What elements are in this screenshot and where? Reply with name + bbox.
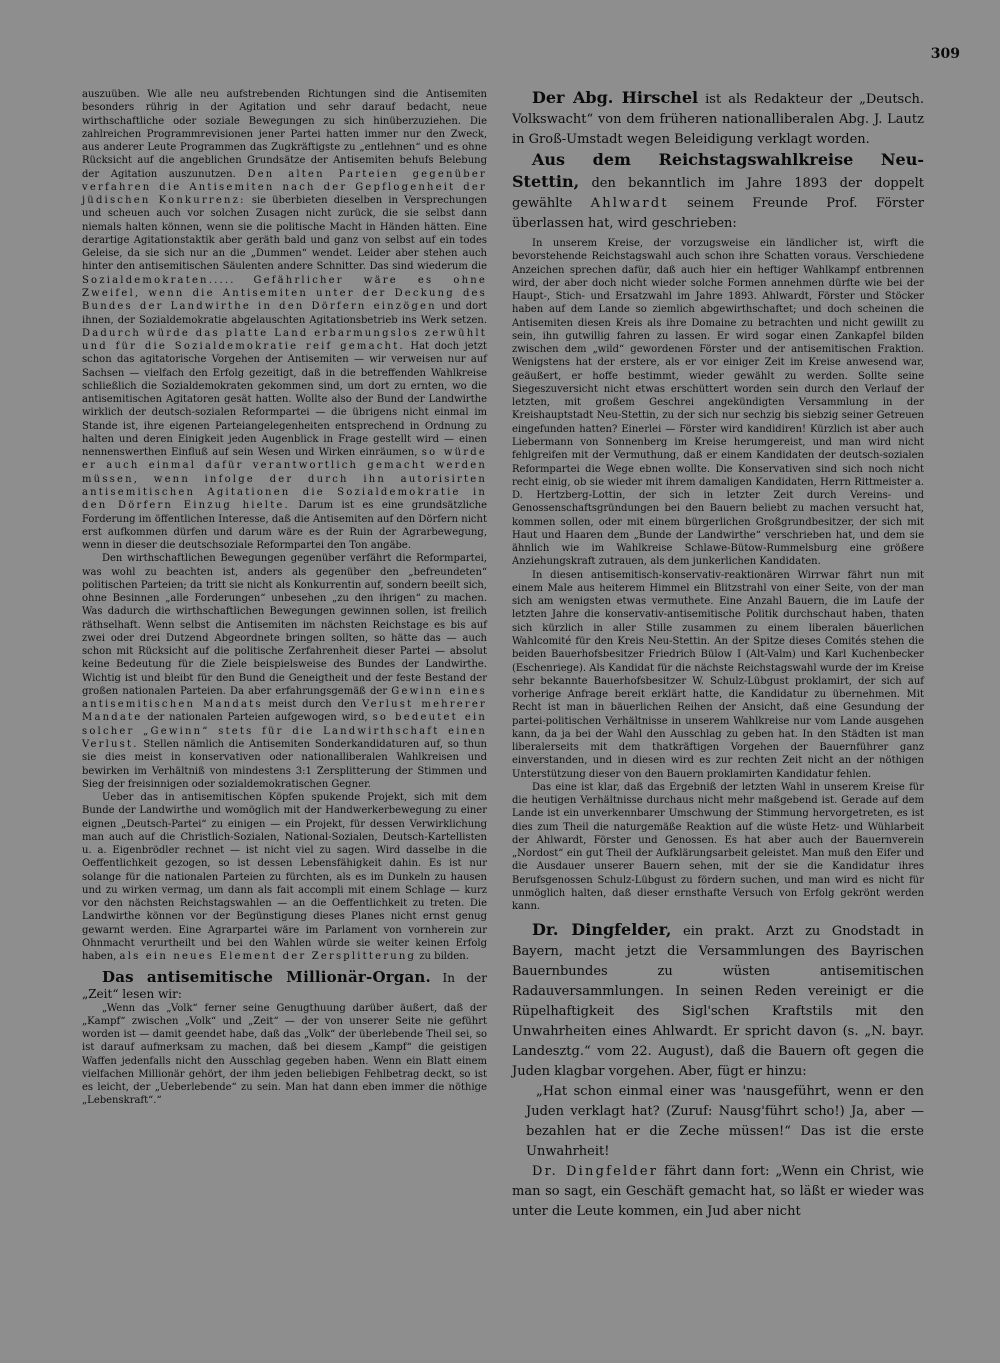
article-hirschel [512, 88, 924, 150]
quote-paragraph: In unserem Kreise, der vorzugsweise ein ländlicher ist, wirft die bevorstehende Reichstagswahl auch schon ihre Schatten voraus. Verschiedene Anzeichen sprechen dafür, daß auch hier ein heftiger Wahlkampf entbrennen wird, der aber doch nicht wieder solche Formen annehmen dürfte wie bei der Haupt-, Stich- und Ersatzwahl im Jahre 1893. Ahlwardt, Förster und Stöcker haben auf dem Lande so ziemlich abgewirthschaftet; und doch scheinen die Antisemiten diesen Kreis als ihre Domaine zu betrachten und nicht gewillt zu sein, ihn gutwillig fahren zu lassen. Er wird sogar einen Zankapfel bilden zwischen dem „wild“ gewordenen Förster und der antisemitischen Fraktion. Wenigstens hat der erstere, als er vor einiger Zeit im Kreise anwesend war, geäußert, er hoffe bestimmt, wieder gewählt zu werden. Sollte seine Siegeszuversicht nicht etwas erschüttert worden sein durch den Verlauf der letzten, mit großem Geschrei angekündigten Versammlung in der Kreishauptstadt Neu-Stettin, zu der sich nur sechzig bis siebzig seiner Getreuen eingefunden hatten? Einerlei — Förster wird kandidiren! Kürzlich ist aber auch Liebermann von Sonnenberg im Kreise herumgereist, und man wird nicht fehlgreifen mit der Vermuthung, daß er einem Kandidaten der deutsch-sozialen Reformpartei die Wege ebnen wollte. Die Konservativen sind sich noch nicht recht einig, ob sie wieder mit ihrem damaligen Kandidaten, Herrn Rittmeister a. D. Hertzberg-Lottin, der sich in letzter Zeit durch Vereins- und Genossenschaftsgründungen bei den Bauern beliebt zu machen versucht hat, kommen sollen, oder mit einem bürgerlichen Großgrundbesitzer, der sich mit Haut und Haaren dem „Bunde der Landwirthe“ verschrieben hat, und dem sie ähnlich wie im Wahlkreise Schlawe-Bütow-Rummelsburg eine größere Anziehungskraft zutrauen, als dem junkerlichen Kandidaten. [512, 238, 924, 568]
heading-dingfelder: Dr. Dingfelder, [532, 919, 672, 939]
body-text: der nationalen Parteien aufgewogen wird, [147, 712, 368, 724]
body-text: meist durch den [268, 699, 357, 711]
heading-millionaer: Das antisemitische Millionär-Organ. [102, 967, 431, 986]
body-text: auszuüben. Wie alle neu aufstrebenden Richtungen sind die Antisemiten besonders rührig in der Agitation und sehr darauf bedacht, neue wirthschaftliche oder soziale Bewegungen zu sich hinüberzuziehen. Die zahlreichen Programmrevisionen jener Partei hatten immer nur den Zweck, aus anderer Leute Programmen das Zugkräftigste zu „entlehnen“ und es ohne Rücksicht auf die angeblichen Grundsätze der Antisemiten behufs Belebung der Agitation auszunutzen. [82, 89, 487, 180]
spaced-text: Gefährlicher wäre es ohne Zweifel, wenn die Antisemiten unter der Deckung des Bundes der Landwirthe in den Dörfern einzögen [82, 274, 487, 313]
heading-cont: In der „Zeit“ lesen wir: [82, 970, 487, 1001]
body-text: zu bilden. [419, 951, 469, 963]
body-text: den bekanntlich im Jahre 1893 der doppelt gewählte [512, 176, 924, 211]
body-text: ist als Redakteur der „Deutsch. Volkswacht“ von dem früheren nationalliberalen Abg. J. Lautz in Groß-Umstadt wegen Beleidigung verklagt worden. [512, 92, 924, 147]
paragraph [82, 552, 487, 791]
spaced-text: Sozialdemokraten..... [82, 274, 236, 286]
paragraph [82, 88, 487, 552]
body-text: Stellen nämlich die Antisemiten Sonderkandidaturen auf, so thun sie dies meist in konservativen oder nationalliberalen Wahlkreisen und bewirken im Verhältniß von mindestens 3:1 Zersplitterung der Stimmen und Sieg der freisinnigen oder sozialdemokratischen Gegner. [82, 739, 487, 790]
neustettin-quote [512, 237, 924, 914]
page-number: 309 [930, 46, 960, 62]
body-text: und dort ihnen, der Sozialdemokratie abgelauschten Agitationsbetrieb ins Werk setzen. [82, 301, 487, 326]
body-text: Darum ist es eine grundsätzliche Forderung im öffentlichen Interesse, daß die Antisemiten auf den Dörfern nicht erst aufkommen dürfen und darum wäre es der Ruin der Agrarbewegung, wenn in dieser die deutschsoziale Reformpartei den Ton angäbe. [82, 500, 487, 552]
quote-paragraph: Das eine ist klar, daß das Ergebniß der letzten Wahl in unserem Kreise für die heutigen Verhältnisse durchaus nicht mehr maßgebend ist. Gerade auf dem Lande ist ein unverkennbarer Umschwung der Stimmung hervorgetreten, es ist dies zum Theil die naturgemäße Reaktion auf die wüste Hetz- und Wühlarbeit der Ahlwardt, Förster und Genossen. Es hat aber auch der Bauernverein „Nordost“ ein gut Theil der Aufklärungsarbeit geleistet. Man muß den Eifer und die Ausdauer unserer Bauern sehen, mit der sie die Kandidatur ihres Berufsgenossen Schulz-Lübgust zu fördern suchen, und man wird es nicht für unmöglich halten, daß dieser ernsthafte Versuch von Erfolg gekrönt werden kann. [512, 781, 924, 913]
paragraph [82, 791, 487, 963]
body-text: Hat doch jetzt schon das agitatorische Vorgehen der Antisemiten — wir verweisen nur auf Sachsen — vielfach den Erfolg gezeitigt, daß in die betreffenden Wahlkreise schließlich die Sozialdemokraten gekommen sind, um dort zu ernten, wo die antisemitischen Agitatoren gesät hatten. Wollte also der Bund der Landwirthe wirklich der deutsch-sozialen Reformpartei — die übrigens nicht einmal im Stande ist, ihre eigenen Parteiangelegenheiten entsprechend in Ordnung zu halten und deren Einigkeit jeden Augenblick in Frage gestellt wird — einen nennenswerthen Einfluß auf sein Wesen und Wirken einräumen, [82, 341, 487, 459]
spaced-text: Dadurch würde das platte Land erbarmungslos zerwühlt und für die Sozialdemokratie reif gemacht. [82, 327, 487, 353]
article-neustettin [512, 150, 924, 234]
heading-hirschel: Der Abg. Hirschel [532, 88, 699, 107]
body-text: sie überbieten dieselben in Versprechungen und scheuen auch vor solchen Zusagen nicht zurück, die sie selbst dann niemals halten können, wenn sie die politische Macht in Händen hätten. Eine derartige Agitationstaktik aber geräth bald und ganz von selbst auf ein todes Geleise, da sie sich nur an die „Dummen“ wendet. Leider aber stehen auch hinter den antisemitischen Säulenten andere Schnitter. Das sind wiederum die [82, 195, 487, 273]
spaced-text: so bedeutet ein solcher „Gewinn“ stets für die Landwirthschaft einen Verlust. [82, 712, 488, 751]
spaced-text: Den alten Parteien gegenüber verfahren die Antisemiten nach der Gepflogenheit der jüdischen Konkurrenz: [82, 168, 487, 207]
spaced-text: als ein neues Element der Zersplitterung [119, 951, 417, 963]
body-text: ein prakt. Arzt zu Gnodstadt in Bayern, macht jetzt die Versammlungen des Bayrischen Bauernbundes zu wüsten antisemitischen Radauversammlungen. In seinen Reden vereinigt er die Rüpelhaftigkeit des Sigl'schen Kraftstils mit den Unwahrheiten eines Ahlwardt. Er spricht davon (s. „N. bayr. Landesztg.“ vom 22. August), daß die Bauern oft gegen die Juden klagbar vorgehen. Aber, fügt er hinzu: [512, 923, 924, 1079]
left-column [82, 88, 487, 1108]
spaced-text: Ahlwardt [590, 196, 669, 211]
article-heading [82, 969, 487, 1002]
quote-paragraph: „Wenn das „Volk“ ferner seine Genugthuung darüber äußert, daß der „Kampf“ zwischen „Volk“ und „Zeit“ — der von unserer Seite nie geführt worden ist — damit geendet habe, daß das „Volk“ der überlebende Theil sei, so ist darauf aufmerksam zu machen, daß bei diesem „Kampf“ die geistigen Waffen jedenfalls nicht den Ausschlag gegeben haben. Wenn ein Blatt einem vielfachen Millionär gehört, der ihm jeden beliebigen Fehlbetrag deckt, so ist es leicht, der „Ueberlebende“ zu sein. Man hat dann eben immer die nöthige „Lebenskraft“.“ [82, 1002, 487, 1107]
spaced-text: Verlust mehrerer Mandate [82, 699, 488, 724]
article-dingfelder [512, 920, 924, 1082]
right-column [512, 88, 924, 1222]
quote-paragraph: In diesen antisemitisch-konservativ-reaktionären Wirrwar fährt nun mit einem Male aus heiterem Himmel ein Blitzstrahl von einer Seite, von der man sich am wenigsten etwas vermuthete. Eine Anzahl Bauern, die im Laufe der letzten Jahre die konservativ-antisemitische Politik durchschaut haben, thaten sich kürzlich in aller Stille zusammen zu einem liberalen bäuerlichen Wahlcomité für den Kreis Neu-Stettin. An der Spitze dieses Comités stehen die beiden Bauerhofsbesitzer Friedrich Bülow I (Alt-Valm) und Karl Kuchenbecker (Eschenriege). Als Kandidat für die nächste Reichstagswahl wurde der im Kreise sehr bekannte Bauerhofsbesitzer W. Schulz-Lübgust proklamirt, der sich auf vorherige Anfrage bereit erklärt hatte, die Kandidatur zu übernehmen. Mit Recht ist man in bäuerlichen Reihen der Ansicht, daß eine Gesundung der partei-politischen Verhältnisse in unserem Wahlkreise nur vom Lande ausgehen kann, da ja bei der Wahl den Ausschlag zu geben hat. In den Städten ist man liberalerseits mit dem thatkräftigen Vorgehen der Bauernführer ganz einverstanden, und in diesen wird es zur rechten Zeit nicht an der nöthigen Unterstützung dieser von den Bauern proklamirten Kandidatur fehlen. [512, 569, 924, 780]
heading-neustettin: Aus dem Reichstagswahlkreise Neu-Stettin, [512, 150, 924, 191]
body-text: seinem Freunde Prof. Förster überlassen hat, wird geschrieben: [512, 196, 924, 231]
dingfelder-quote: „Hat schon einmal einer was 'nausgeführt, wenn er den Juden verklagt hat? (Zuruf: Nausg'führt scho!) Ja, aber — bezahlen hat er die Zeche müssen!“ Das ist die erste Unwahrheit! [526, 1083, 924, 1159]
spaced-text: Gewinn eines antisemitischen Mandats [82, 685, 487, 711]
body-text: fährt dann fort: „Wenn ein Christ, wie man so sagt, ein Geschäft gemacht hat, so läßt er wieder was unter die Leute kommen, ein Jud aber nicht [512, 1163, 924, 1219]
body-text: Den wirthschaftlichen Bewegungen gegenüber verfährt die Reformpartei, was wohl zu beachten ist, anders als gegenüber den „befreundeten“ politischen Parteien; da tritt sie nicht als Konkurrentin auf, sondern beeilt sich, ohne Besinnen „alle Forderungen“ unbesehen „zu den ihrigen“ zu machen. Was dadurch die wirthschaftlichen Bewegungen gewinnen sollen, ist freilich räthselhaft. Wenn selbst die Antisemiten im nächsten Reichstage es bis auf zwei oder drei Dutzend Abgeordnete bringen sollten, so hätte das — auch schon mit Rücksicht auf die politische Zerfahrenheit dieser Partei — absolut keine Bedeutung für die Ziele beispielsweise des Bundes der Landwirthe. Wichtig ist und bleibt für den Bund die Geneigtheit und der feste Bestand der großen nationalen Parteien. Da aber erfahrungsgemäß der [82, 553, 487, 697]
spaced-text: so würde er auch einmal dafür verantwortlich gemacht werden müssen, wenn infolge der durch ihn autorisirten antisemitischen Agitationen die Sozialdemokratie in den Dörfern Einzug hielte. [82, 447, 487, 512]
spaced-text: Dr. Dingfelder [532, 1163, 659, 1179]
article-dingfelder-cont [512, 1162, 924, 1222]
body-text: Ueber das in antisemitischen Köpfen spukende Projekt, sich mit dem Bunde der Landwirthe und womöglich mit der Handwerkerbewegung zu einer eignen „Deutsch-Partei“ zu einigen — ein Projekt, für dessen Verwirklichung man auch auf die Christlich-Sozialen, National-Sozialen, Deutsch-Kartellisten u. a. Eigenbrödler rechnet — ist nicht viel zu sagen. Wird dasselbe in die Oeffentlichkeit gezogen, so ist dessen Lebensfähigkeit dahin. Es ist nur solange für die nationalen Parteien zu fürchten, als es im Dunkeln zu hausen und zu wirken vermag, um dann als fait accompli mit einem Schlage — kurz vor den nächsten Reichstagswahlen — an die Oeffentlichkeit zu treten. Die Landwirthe können vor der Begünstigung dieses Planes nicht ernst genug gewarnt werden. Eine Agrarpartei wäre im Parlament von vornherein zur Ohnmacht verurtheilt und bei den Wahlen würde sie weiter keinen Erfolg haben, [82, 792, 487, 963]
